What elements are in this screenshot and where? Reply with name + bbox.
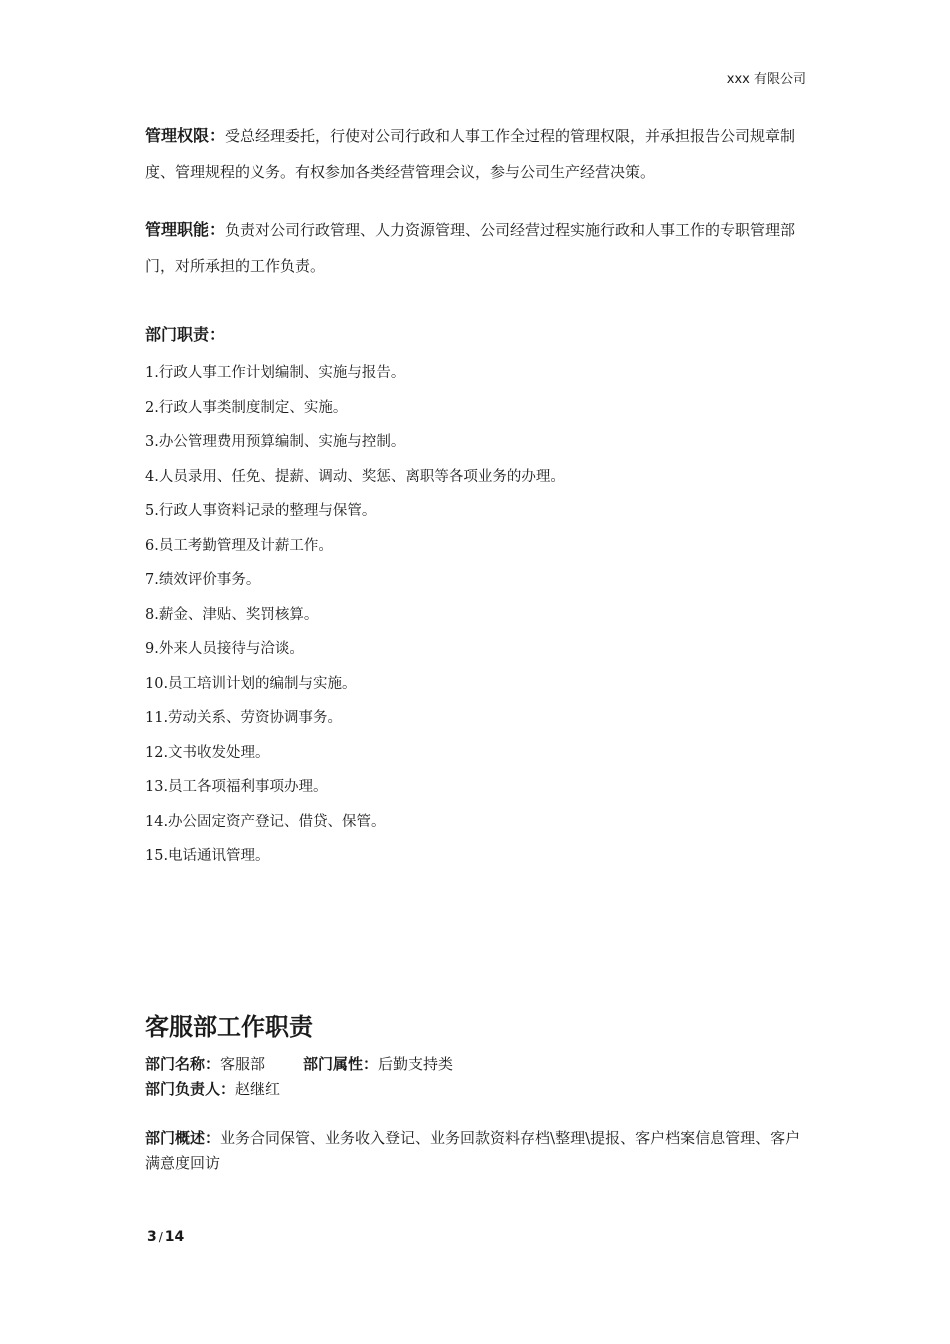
- page-number: [147, 1225, 184, 1249]
- department-duties-list: [145, 360, 565, 878]
- duty-item: 3.办公管理费用预算编制、实施与控制。: [145, 434, 406, 450]
- department-head-value: 赵继红: [235, 1080, 281, 1098]
- duty-item: 15.电话通讯管理。: [145, 848, 270, 864]
- department-name-value: 客服部: [220, 1055, 266, 1073]
- department-overview-text: 业务合同保管、业务收入登记、业务回款资料存档\整理\提报、客户档案信息管理、客户满意度回访: [145, 1129, 801, 1172]
- department-duties-title: 部门职责：: [145, 325, 226, 344]
- header-company-name: xxx 有限公司: [726, 72, 806, 87]
- page-separator: /: [158, 1230, 163, 1244]
- department-attribute-block: [303, 1052, 453, 1076]
- duty-item: 6.员工考勤管理及计薪工作。: [145, 537, 333, 554]
- department-overview-label: 部门概述：: [145, 1129, 221, 1147]
- management-authority-text: 受总经理委托，行使对公司行政和人事工作全过程的管理权限，并承担报告公司规章制度、管理规程的义务。有权参加各类经营管理会议，参与公司生产经营决策。: [145, 127, 796, 181]
- duty-item: 11.劳动关系、劳资协调事务。: [145, 710, 343, 726]
- department-attribute-value: 后勤支持类: [378, 1055, 454, 1073]
- duty-item: 8.薪金、津贴、奖罚核算。: [145, 606, 319, 623]
- management-authority-paragraph: [145, 118, 805, 190]
- duty-item: 10.员工培训计划的编制与实施。: [145, 675, 357, 692]
- department-head-label: 部门负责人：: [145, 1080, 236, 1098]
- department-head-row: [145, 1077, 280, 1101]
- section-title: 客服部工作职责: [145, 1013, 313, 1041]
- management-function-text: 负责对公司行政管理、人力资源管理、公司经营过程实施行政和人事工作的专职管理部门，对所承担的工作负责。: [145, 221, 796, 275]
- management-authority-label: 管理权限：: [145, 126, 226, 145]
- duty-item: 5.行政人事资料记录的整理与保管。: [145, 503, 377, 519]
- duty-item: 2.行政人事类制度制定、实施。: [145, 399, 348, 416]
- department-name-row: [145, 1052, 453, 1076]
- management-function-label: 管理职能：: [145, 220, 226, 239]
- duty-item: 14.办公固定资产登记、借贷、保管。: [145, 813, 386, 830]
- duty-item: 12.文书收发处理。: [145, 744, 270, 761]
- department-attribute-label: 部门属性：: [303, 1055, 379, 1073]
- duty-item: 7.绩效评价事务。: [145, 572, 261, 588]
- page-total: 14: [164, 1229, 185, 1245]
- duty-item: 13.员工各项福利事项办理。: [145, 779, 328, 795]
- duty-item: 9.外来人员接待与洽谈。: [145, 641, 304, 657]
- duty-item: 1.行政人事工作计划编制、实施与报告。: [145, 365, 406, 381]
- management-function-paragraph: [145, 212, 805, 284]
- department-overview-paragraph: [145, 1126, 810, 1176]
- department-name-label: 部门名称：: [145, 1055, 221, 1073]
- page-current: 3: [147, 1229, 157, 1245]
- duty-item: 4.人员录用、任免、提薪、调动、奖惩、离职等各项业务的办理。: [145, 468, 565, 485]
